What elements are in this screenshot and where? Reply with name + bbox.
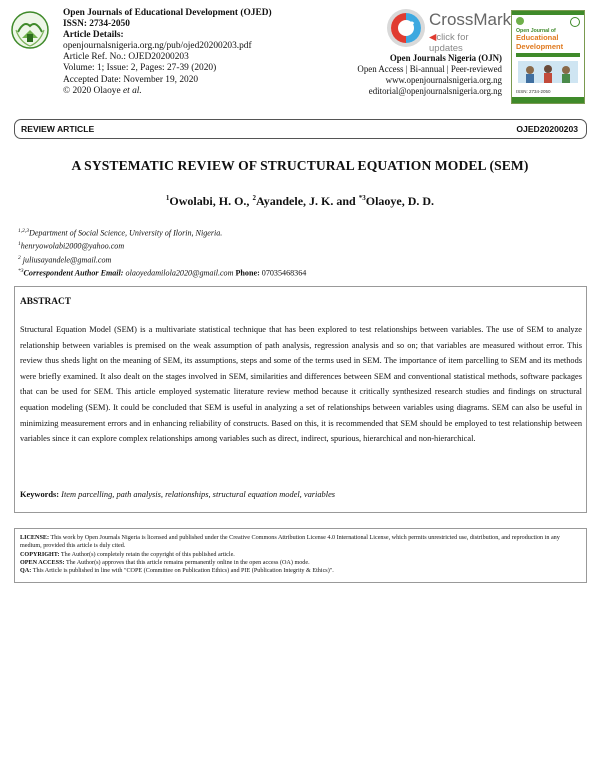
publisher-website[interactable]: www.openjournalsnigeria.org.ng [385, 75, 502, 86]
email-1: $^1$henryowolabi2000@yahoo.com [18, 241, 125, 251]
cover-line3: Development [516, 42, 564, 51]
cover-seal-icon [570, 17, 580, 27]
issn: ISSN: 2734-2050 [63, 19, 130, 30]
qa-notice: QA: This Article is published in line with "COPE (Committee on Publication Ethics) and PIE (Publication Integrity & Ethics)". [20, 568, 334, 575]
journal-logo [10, 10, 50, 50]
journal-details [63, 8, 272, 97]
affiliations [18, 226, 306, 279]
author-2: Ayandele, J. K. and [255, 194, 359, 208]
volume: Volume: 1; Issue: 2, Pages: 27-39 (2020) [63, 63, 217, 74]
cover-issn: ISSN: 2734-2050 [516, 89, 551, 94]
author-3: Olaoye, D. D. [365, 194, 435, 208]
ref-no: Article Ref. No.: OJED20200203 [63, 52, 189, 63]
publisher-name: Open Journals Nigeria (OJN) [389, 53, 502, 63]
article-title: A SYSTEMATIC REVIEW OF STRUCTURAL EQUATION MODEL (SEM) [71, 158, 529, 173]
details-label: Article Details: [63, 30, 124, 41]
copyright-notice: COPYRIGHT: The Author(s) completely retain the copyright of this published article. [20, 551, 235, 558]
abstract-heading: ABSTRACT [20, 297, 72, 307]
email-2: $^2$ juliusayandele@gmail.com [18, 254, 112, 265]
department: $^{1,2,3}$Department of Social Science, University of Ilorin, Nigeria. [18, 228, 223, 238]
crossmark-icon [386, 8, 426, 48]
abstract-box [14, 286, 587, 513]
publisher-access: Open Access | Bi-annual | Peer-reviewed [357, 64, 502, 75]
publisher-email[interactable]: editorial@openjournalsnigeria.org.ng [368, 86, 502, 97]
open-access-notice: OPEN ACCESS: The Author(s) approves that this article remains permanently online in the open access (OA) mode. [20, 559, 310, 566]
accepted-date: Accepted Date: November 19, 2020 [63, 74, 199, 85]
cover-logo-icon [516, 17, 524, 25]
crossmark-badge[interactable] [386, 8, 512, 54]
author-1: Owolabi, H. O., [169, 194, 253, 208]
cover-line2: Educational [516, 33, 559, 42]
publisher-info [320, 53, 502, 97]
license-line: LICENSE: This work by Open Journals Nigeria is licensed and published under the Creative Commons Attribution License 4.0 International License, which permits unrestricted use, distribution, and reproduction in any medium, provided this article is duly cited. [20, 535, 560, 550]
cover-image [518, 61, 578, 83]
pdf-link[interactable]: openjournalsnigeria.org.ng/pub/ojed20200203.pdf [63, 41, 252, 52]
journal-cover [511, 10, 585, 104]
authors: $^1$Owolabi, H. O., $^2$Ayandele, J. K. and $^{*3}$Olaoye, D. D. [165, 194, 435, 208]
article-type-bar [14, 119, 587, 139]
article-type: REVIEW ARTICLE [21, 124, 95, 134]
copyright-line: © 2020 Olaoye et al. [63, 85, 142, 96]
correspondent: $^{*3}$Correspondent Author Email: olaoyedamilola2020@gmail.com Phone: 07035468364 [18, 267, 307, 278]
journal-name: Open Journals of Educational Development (OJED) [63, 8, 272, 18]
crossmark-name: CrossMark [429, 10, 512, 29]
abstract-text: Structural Equation Model (SEM) is a multivariate statistical technique that has been explored to test relationships between variables. The use of SEM to analyze relationship between variables is premised on the weak assumption of path analysis, regression analysis and so on; that variables are measured without error. This review thus sheds light on the meaning of SEM, its assumptions, steps and some of the terms used in SEM. The importance of item parcelling to SEM and its methods were briefly examined. It also dealt on the stages involved in SEM, similarities and differences between SEM and conventional statistical methods, software packages that can be used for SEM. This article employed systematic literature review method because it critically synthesized research studies and findings on structural equation modeling (SEM). It could be concluded that SEM is useful in analyzing a set of relationships between variables using diagrams. SEM can also be useful in minimizing measurement errors and in enhancing reliability of constructs. Based on this, it is recommended that SEM should be employed to test relationship between variables since it can explore complex relationships among variables such as direct, indirect, spurious, hierarchical and non-hierarchical. [20, 325, 582, 444]
article-code: OJED20200203 [516, 124, 578, 134]
crossmark-sub: ◀click for updates [429, 32, 469, 54]
keywords: Keywords: Item parcelling, path analysis, relationships, structural equation model, variables [20, 490, 336, 499]
cover-line1: Open Journal of [516, 28, 556, 34]
license-box [14, 528, 587, 583]
